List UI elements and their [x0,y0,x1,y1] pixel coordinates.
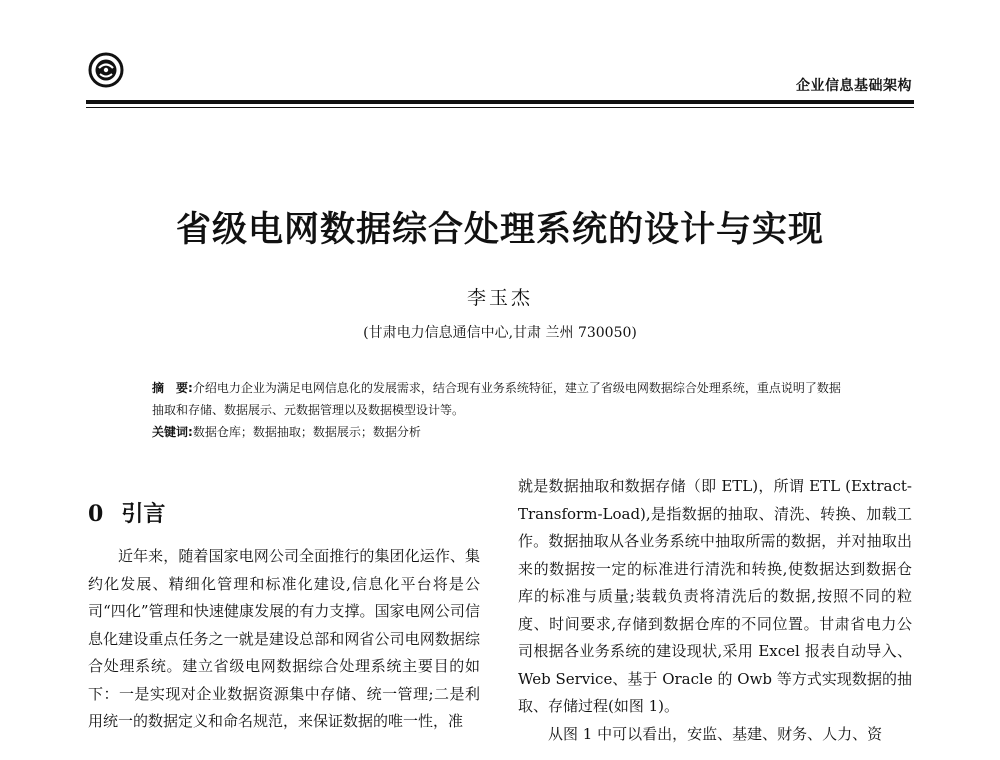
journal-logo-icon [88,52,124,88]
intro-paragraph: 近年来，随着国家电网公司全面推行的集团化运作、集约化发展、精细化管理和标准化建设,信息化平台将是公司“四化”管理和快速健康发展的有力支撑。国家电网公司信息化建设重点任务之一就是建设总部和网省公司电网数据综合处理系统。建立省级电网数据综合处理系统主要目的如下：一是实现对企业数据资源集中存储、统一管理;二是利用统一的数据定义和命名规范，来保证数据的唯一性，准 [88,547,480,730]
article-title: 省级电网数据综合处理系统的设计与实现 [175,209,824,250]
body-column-left [88,543,480,736]
header-rule-thin [86,107,914,108]
section-heading [88,497,165,528]
section-number: 0 [88,501,104,527]
article-author: 李玉杰 [466,287,533,309]
keywords-text: 数据仓库；数据抽取；数据展示；数据分析 [192,425,421,439]
abstract-label: 摘 要: [152,381,193,395]
etl-paragraph: 就是数据抽取和数据存储（即 ETL)，所谓 ETL (Extract-Transform-Load),是指数据的抽取、清洗、转换、加载工作。数据抽取从各业务系统中抽取所需的数据，并对抽取出来的数据按一定的标准进行清洗和转换,使数据达到数据仓库的标准与质量;装载负责将清洗后的数据,按照不同的粒度、时间要求,存储到数据仓库的不同位置。甘肃省电力公司根据各业务系统的建设现状,采用 Excel 报表自动导入、Web Service、基于 Oracle 的 Owb 等方式实现数据的抽取、存储过程(如图 1)。 [518,477,912,715]
article-affiliation: (甘肃电力信息通信中心,甘肃 兰州 730050) [363,325,637,341]
abstract-text: 介绍电力企业为满足电网信息化的发展需求，结合现有业务系统特征，建立了省级电网数据综合处理系统，重点说明了数据抽取和存储、数据展示、元数据管理以及数据模型设计等。 [152,381,841,417]
running-header-section: 企业信息基础架构 [796,78,912,94]
body-column-right [518,473,912,748]
abstract-paragraph [152,377,852,421]
section-title: 引言 [121,501,166,527]
keywords-paragraph [152,421,852,443]
figure-discussion-paragraph: 从图 1 中可以看出，安监、基建、财务、人力、资 [548,724,883,743]
abstract-block [152,377,852,443]
header-rule-thick [86,100,914,104]
keywords-label: 关键词: [152,425,193,439]
